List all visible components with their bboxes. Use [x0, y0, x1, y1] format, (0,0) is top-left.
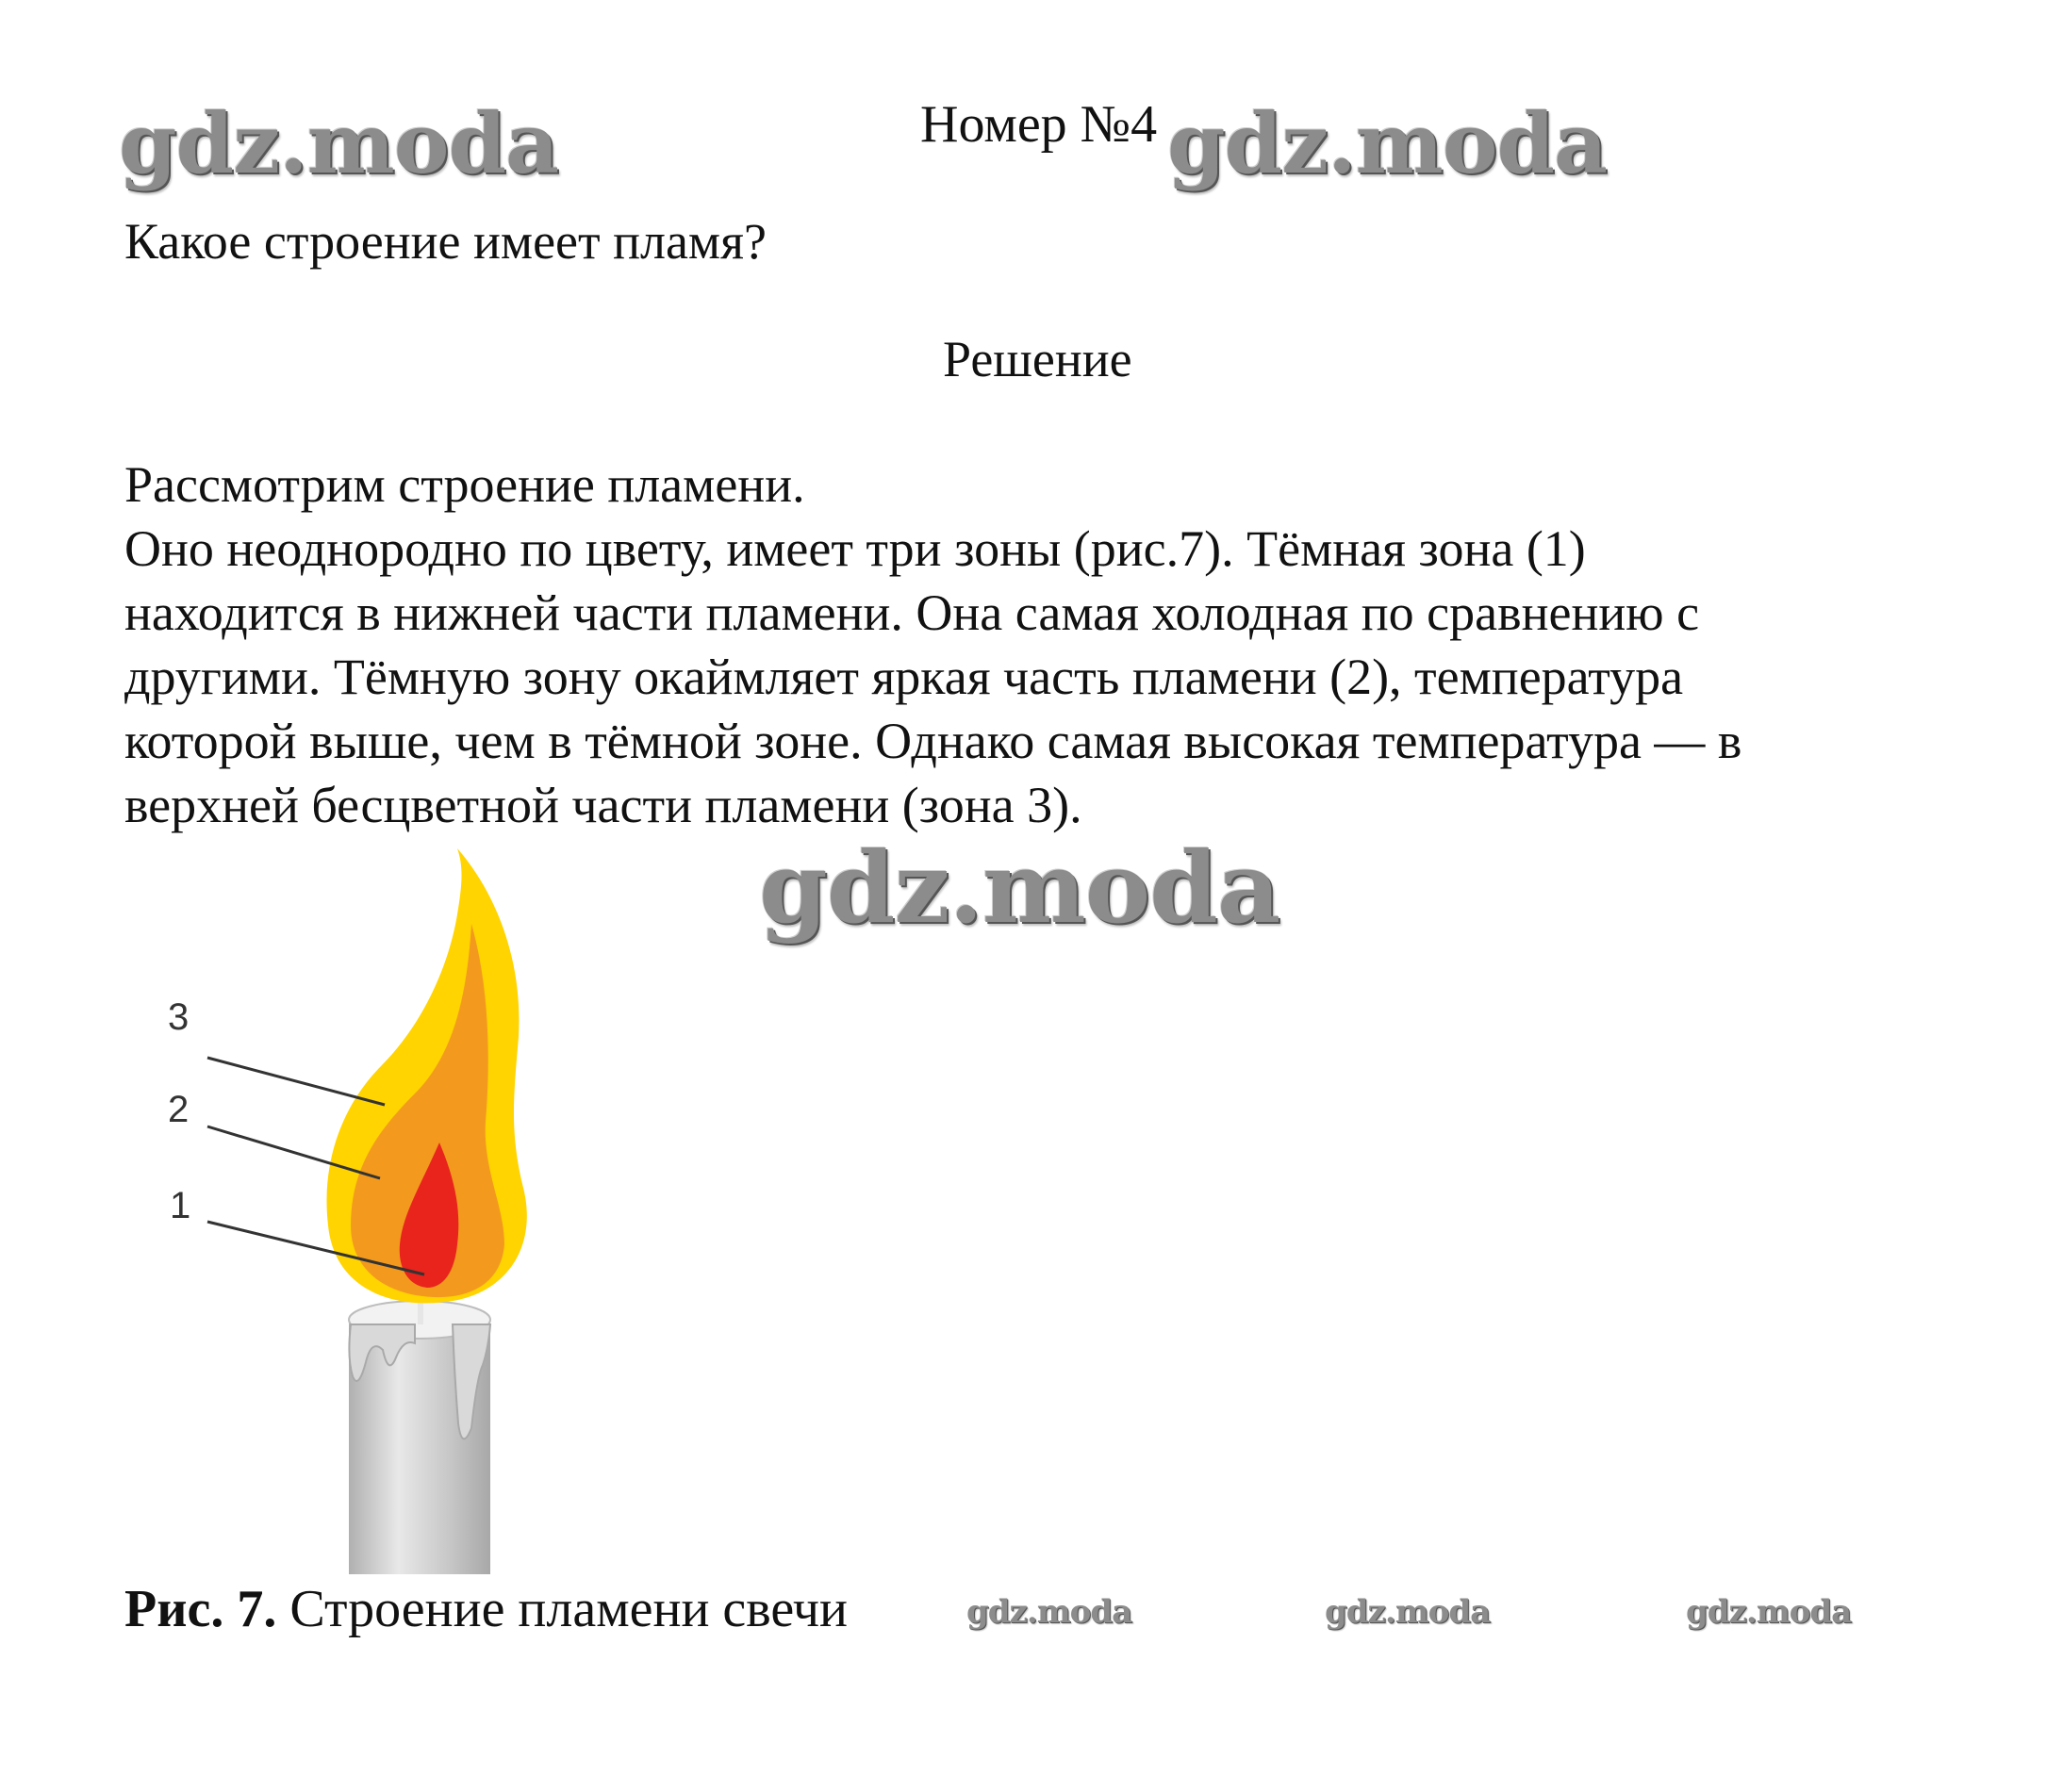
label-zone-3: 3	[168, 996, 190, 1038]
watermark-small-3: gdz.moda	[1686, 1593, 1852, 1631]
problem-number: Номер №4	[920, 95, 1158, 154]
solution-heading: Решение	[943, 331, 1132, 387]
watermark-top-left: gdz.moda	[119, 94, 559, 192]
candle-illustration	[151, 848, 566, 1574]
caption-text: Строение пламени свечи	[289, 1580, 848, 1638]
body-line: верхней бесцветной части пламени (зона 3).	[124, 777, 1082, 833]
watermark-small-2: gdz.moda	[1325, 1593, 1491, 1631]
body-line: которой выше, чем в тёмной зоне. Однако самая высокая температура — в	[124, 713, 1742, 769]
watermark-middle: gdz.moda	[759, 830, 1280, 945]
solution-body	[124, 452, 1972, 837]
figure-caption	[124, 1579, 848, 1639]
caption-prefix: Рис. 7.	[124, 1580, 277, 1638]
label-zone-2: 2	[168, 1089, 190, 1130]
label-line-3	[207, 1058, 385, 1105]
candle-body	[349, 1301, 490, 1574]
candle-flame-figure	[151, 848, 566, 1574]
question-text: Какое строение имеет пламя?	[124, 213, 767, 270]
body-line: находится в нижней части пламени. Она самая холодная по сравнению с	[124, 584, 1700, 641]
body-line: Оно неоднородно по цвету, имеет три зоны (рис.7). Тёмная зона (1)	[124, 520, 1586, 577]
watermark-header: gdz.moda	[1167, 94, 1608, 192]
body-line: другими. Тёмную зону окаймляет яркая часть пламени (2), температура	[124, 649, 1684, 705]
watermark-small-1: gdz.moda	[966, 1593, 1132, 1631]
label-zone-1: 1	[170, 1185, 191, 1226]
body-line: Рассмотрим строение пламени.	[124, 456, 805, 513]
